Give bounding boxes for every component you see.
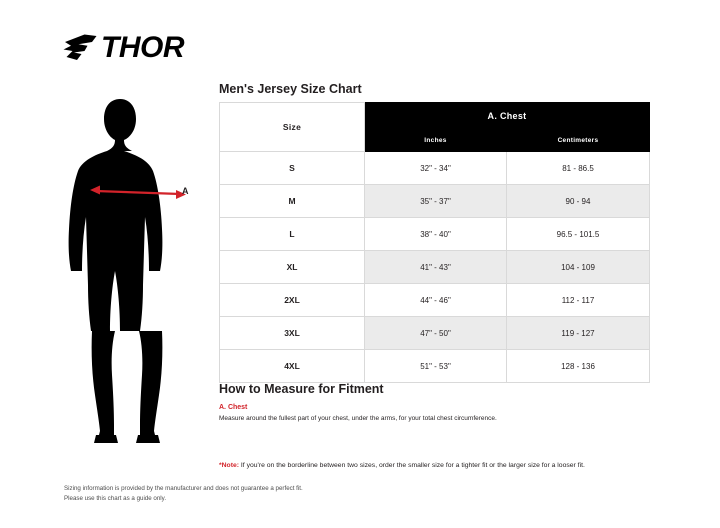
header-unit-inches: Inches <box>365 130 507 151</box>
thor-helmet-icon <box>62 31 98 65</box>
cell-centimeters: 90 - 94 <box>507 185 650 218</box>
header-chest-group: A. Chest <box>365 103 650 131</box>
table-row <box>220 152 650 185</box>
cell-size: L <box>220 218 365 251</box>
cell-size: M <box>220 185 365 218</box>
cell-centimeters: 96.5 - 101.5 <box>507 218 650 251</box>
brand-logo <box>62 28 184 68</box>
table-row <box>220 185 650 218</box>
note-label: *Note: <box>219 462 240 469</box>
cell-centimeters: 119 - 127 <box>507 317 650 350</box>
cell-centimeters: 112 - 117 <box>507 284 650 317</box>
howto-subtitle: A. Chest <box>219 404 248 411</box>
cell-centimeters: 81 - 86.5 <box>507 152 650 185</box>
cell-inches: 35" - 37" <box>365 185 507 218</box>
cell-inches: 32" - 34" <box>365 152 507 185</box>
table-row <box>220 317 650 350</box>
cell-centimeters: 104 - 109 <box>507 251 650 284</box>
footer-line-1: Sizing information is provided by the manufacturer and does not guarantee a perfect fit. <box>64 485 303 492</box>
howto-title: How to Measure for Fitment <box>219 382 384 396</box>
cell-inches: 47" - 50" <box>365 317 507 350</box>
table-row <box>220 251 650 284</box>
cell-inches: 41" - 43" <box>365 251 507 284</box>
note-line <box>219 462 639 469</box>
table-row <box>220 218 650 251</box>
cell-size: 2XL <box>220 284 365 317</box>
cell-size: XL <box>220 251 365 284</box>
cell-size: 3XL <box>220 317 365 350</box>
chest-measure-label: A <box>182 186 189 196</box>
cell-inches: 44" - 46" <box>365 284 507 317</box>
body-silhouette <box>58 95 198 445</box>
chest-measure-arrow <box>88 180 188 202</box>
table-row <box>220 350 650 383</box>
table-row <box>220 284 650 317</box>
header-size: Size <box>220 103 365 152</box>
size-chart-table <box>219 102 650 383</box>
footer-disclaimer <box>64 484 404 503</box>
cell-centimeters: 128 - 136 <box>507 350 650 383</box>
cell-size: 4XL <box>220 350 365 383</box>
page-title: Men's Jersey Size Chart <box>219 82 362 96</box>
cell-inches: 38" - 40" <box>365 218 507 251</box>
howto-body: Measure around the fullest part of your chest, under the arms, for your total chest circumference. <box>219 415 497 422</box>
brand-name: THOR <box>101 31 184 64</box>
cell-size: S <box>220 152 365 185</box>
footer-line-2: Please use this chart as a guide only. <box>64 494 167 502</box>
table-header-row <box>220 103 650 131</box>
header-unit-centimeters: Centimeters <box>507 130 650 151</box>
note-text: If you're on the borderline between two sizes, order the smaller size for a tighter fit or the larger size for a looser fit. <box>240 462 585 469</box>
cell-inches: 51" - 53" <box>365 350 507 383</box>
